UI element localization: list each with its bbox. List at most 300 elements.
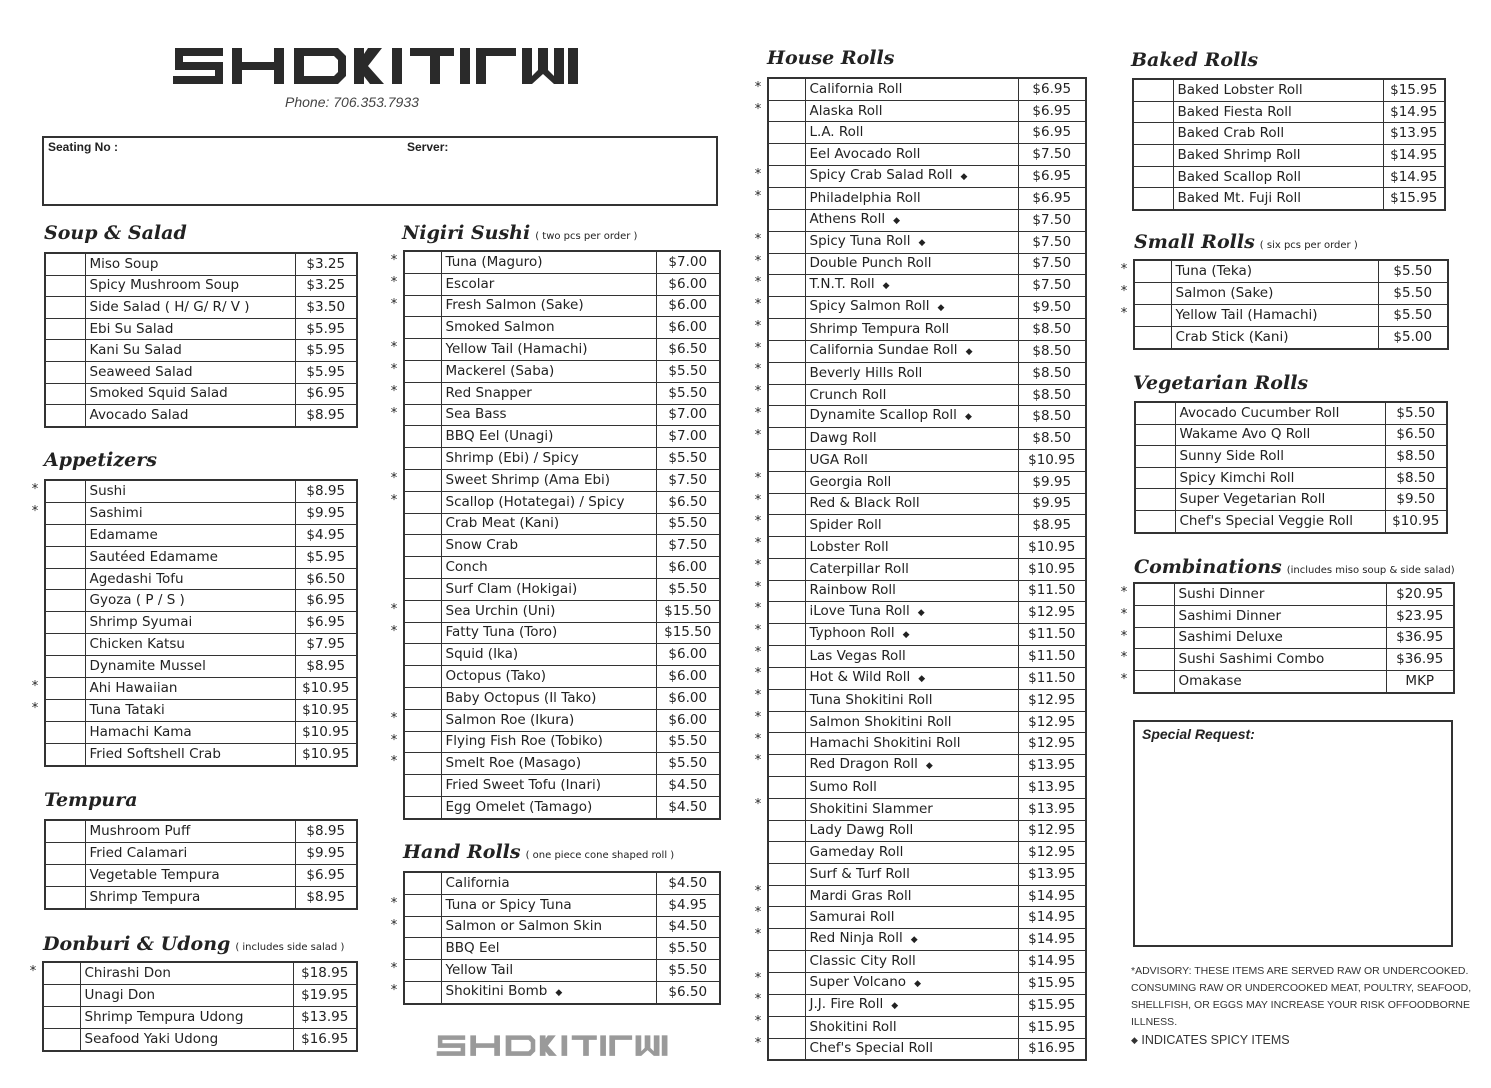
- quantity-cell[interactable]: [404, 709, 441, 731]
- item-name-text: Baby Octopus (Il Tako): [445, 689, 597, 706]
- section-title-donburi: Donburi & Udong ( includes side salad ): [43, 933, 345, 955]
- quantity-cell[interactable]: [43, 1007, 80, 1029]
- item-name: [441, 775, 656, 797]
- menu-row: [45, 340, 357, 362]
- item-name-text: Red Ninja Roll: [809, 930, 903, 947]
- quantity-cell[interactable]: [768, 100, 805, 122]
- quantity-cell[interactable]: [1133, 145, 1173, 167]
- item-price: $15.95: [1018, 972, 1086, 994]
- item-name-text: Yellow Tail (Hamachi): [1175, 307, 1318, 323]
- item-name: [1175, 402, 1385, 424]
- quantity-cell[interactable]: [1133, 79, 1173, 101]
- quantity-cell[interactable]: [45, 612, 85, 634]
- menu-row: [768, 428, 1086, 450]
- menu-row: [768, 297, 1086, 319]
- item-name-text: Seaweed Salad: [89, 363, 193, 380]
- quantity-cell[interactable]: [768, 515, 805, 537]
- quantity-cell[interactable]: [1134, 649, 1174, 671]
- item-name-text: Shokitini Roll: [809, 1018, 897, 1035]
- item-name: [85, 383, 295, 405]
- menu-row: [768, 580, 1086, 602]
- quantity-cell[interactable]: [768, 450, 805, 472]
- item-name-text: Surf & Turf Roll: [809, 865, 910, 882]
- item-name-text: Shrimp Tempura: [89, 889, 201, 905]
- quantity-cell[interactable]: [404, 960, 441, 982]
- menu-table: [1134, 401, 1448, 534]
- section-title-combinations: Combinations (includes miso soup & side salad): [1134, 556, 1455, 578]
- diamond-icon: ◆: [910, 935, 918, 946]
- diamond-icon: ◆: [893, 215, 900, 226]
- quantity-cell[interactable]: [768, 537, 805, 559]
- item-name-text: California: [445, 874, 510, 891]
- menu-table: [403, 250, 721, 820]
- menu-row: [768, 842, 1086, 864]
- item-price: $8.95: [295, 820, 357, 843]
- quantity-cell[interactable]: [1133, 166, 1173, 188]
- quantity-cell[interactable]: [768, 165, 805, 187]
- item-name: [805, 319, 1018, 341]
- quantity-cell[interactable]: [1133, 188, 1173, 210]
- quantity-cell[interactable]: [768, 493, 805, 515]
- quantity-cell[interactable]: [404, 622, 441, 644]
- item-price: $7.00: [656, 426, 720, 448]
- menu-row: [768, 406, 1086, 428]
- menu-row: [404, 491, 720, 513]
- item-name: [85, 297, 295, 319]
- quantity-cell[interactable]: [404, 644, 441, 666]
- item-name: [85, 612, 295, 634]
- quantity-cell[interactable]: [768, 842, 805, 864]
- asterisk-icon: *: [390, 274, 398, 290]
- quantity-cell[interactable]: [768, 929, 805, 951]
- quantity-cell[interactable]: [768, 297, 805, 319]
- item-price: $12.95: [1018, 689, 1086, 711]
- quantity-cell[interactable]: [404, 687, 441, 709]
- item-price: $5.95: [295, 361, 357, 383]
- diamond-icon: ◆: [1131, 1035, 1138, 1045]
- quantity-cell[interactable]: [768, 994, 805, 1016]
- quantity-cell[interactable]: [404, 491, 441, 513]
- item-price: $5.50: [656, 513, 720, 535]
- item-name: [85, 634, 295, 656]
- item-name: [805, 406, 1018, 428]
- menu-row: [45, 699, 357, 721]
- quantity-cell[interactable]: [45, 820, 85, 843]
- item-name-text: Egg Omelet (Tamago): [445, 798, 593, 815]
- item-name-text: Fried Calamari: [89, 845, 188, 861]
- quantity-cell[interactable]: [404, 295, 441, 317]
- quantity-cell[interactable]: [768, 558, 805, 580]
- asterisk-icon: *: [754, 883, 762, 899]
- item-price: $6.00: [656, 557, 720, 579]
- quantity-cell[interactable]: [768, 863, 805, 885]
- quantity-cell[interactable]: [404, 251, 441, 273]
- quantity-cell[interactable]: [404, 600, 441, 622]
- asterisk-icon: *: [754, 101, 762, 117]
- item-price: $5.00: [1378, 327, 1448, 350]
- quantity-cell[interactable]: [1135, 489, 1175, 511]
- quantity-cell[interactable]: [768, 711, 805, 733]
- quantity-cell[interactable]: [45, 656, 85, 678]
- quantity-cell[interactable]: [1135, 424, 1175, 446]
- menu-row: [1134, 605, 1454, 627]
- menu-row: [45, 405, 357, 427]
- quantity-cell[interactable]: [45, 634, 85, 656]
- diamond-icon: ◆: [918, 673, 926, 684]
- item-name: [441, 382, 656, 404]
- menu-row: [768, 275, 1086, 297]
- quantity-cell[interactable]: [768, 122, 805, 144]
- menu-row: [768, 209, 1086, 231]
- quantity-cell[interactable]: [404, 938, 441, 960]
- quantity-cell[interactable]: [768, 231, 805, 253]
- menu-row: [1134, 583, 1454, 605]
- menu-table: [1133, 582, 1455, 694]
- item-price: $13.95: [1018, 755, 1086, 777]
- menu-row: [404, 360, 720, 382]
- asterisk-icon: *: [754, 384, 762, 400]
- item-price: $9.95: [295, 843, 357, 865]
- menu-row: [1134, 627, 1454, 649]
- quantity-cell[interactable]: [1135, 446, 1175, 468]
- item-price: $4.95: [656, 894, 720, 916]
- quantity-cell[interactable]: [768, 667, 805, 689]
- item-name-text: Baked Scallop Roll: [1177, 168, 1301, 185]
- quantity-cell[interactable]: [45, 405, 85, 427]
- item-name-text: Chef's Special Roll: [809, 1040, 934, 1057]
- quantity-cell[interactable]: [45, 721, 85, 743]
- item-name-text: Sashimi Dinner: [1178, 607, 1281, 624]
- item-name: [441, 600, 656, 622]
- item-name-text: Sushi Dinner: [1178, 585, 1265, 602]
- item-name: [805, 187, 1018, 209]
- item-price: $10.95: [1018, 537, 1086, 559]
- item-name-text: Red Dragon Roll: [809, 756, 918, 773]
- quantity-cell[interactable]: [45, 887, 85, 910]
- quantity-cell[interactable]: [768, 885, 805, 907]
- quantity-cell[interactable]: [1135, 510, 1175, 532]
- item-name: [441, 513, 656, 535]
- item-price: $4.95: [295, 524, 357, 546]
- quantity-cell[interactable]: [1133, 123, 1173, 145]
- quantity-cell[interactable]: [43, 962, 80, 985]
- item-price: $5.50: [656, 448, 720, 470]
- item-name: [85, 743, 295, 765]
- item-price: $9.50: [1018, 297, 1086, 319]
- quantity-cell[interactable]: [768, 428, 805, 450]
- quantity-cell[interactable]: [45, 275, 85, 297]
- quantity-cell[interactable]: [404, 557, 441, 579]
- item-name-text: Surf Clam (Hokigai): [445, 580, 578, 597]
- quantity-cell[interactable]: [45, 590, 85, 612]
- quantity-cell[interactable]: [768, 341, 805, 363]
- quantity-cell[interactable]: [45, 568, 85, 590]
- item-name: [441, 753, 656, 775]
- quantity-cell[interactable]: [45, 743, 85, 765]
- quantity-cell[interactable]: [404, 317, 441, 339]
- item-price: $20.95: [1386, 583, 1454, 605]
- item-name-text: Baked Shrimp Roll: [1177, 146, 1301, 163]
- menu-row: [45, 612, 357, 634]
- quantity-cell[interactable]: [404, 382, 441, 404]
- item-price: $7.50: [1018, 275, 1086, 297]
- item-name: [805, 646, 1018, 668]
- asterisk-icon: *: [31, 503, 39, 519]
- quantity-cell[interactable]: [45, 865, 85, 887]
- item-name: [1173, 79, 1383, 101]
- quantity-cell[interactable]: [404, 796, 441, 818]
- menu-row: [404, 382, 720, 404]
- item-name: [805, 624, 1018, 646]
- quantity-cell[interactable]: [1134, 671, 1174, 693]
- quantity-cell[interactable]: [1134, 260, 1171, 283]
- item-name: [85, 502, 295, 524]
- quantity-cell[interactable]: [45, 340, 85, 362]
- item-name: [85, 656, 295, 678]
- item-name-text: Shokitini Bomb: [445, 982, 548, 999]
- asterisk-icon: *: [754, 709, 762, 725]
- asterisk-icon: *: [1120, 306, 1128, 321]
- quantity-cell[interactable]: [768, 1038, 805, 1060]
- item-name: [441, 796, 656, 818]
- item-price: $7.95: [295, 634, 357, 656]
- item-price: $5.50: [656, 753, 720, 775]
- menu-table: [403, 871, 721, 1005]
- quantity-cell[interactable]: [1134, 283, 1171, 305]
- item-name: [441, 535, 656, 557]
- item-price: $4.50: [656, 796, 720, 818]
- quantity-cell[interactable]: [768, 1016, 805, 1038]
- item-name: [441, 872, 656, 894]
- item-name: [805, 515, 1018, 537]
- quantity-cell[interactable]: [1134, 583, 1174, 605]
- item-price: $10.95: [295, 699, 357, 721]
- menu-row: [404, 339, 720, 361]
- item-price: $8.50: [1018, 319, 1086, 341]
- quantity-cell[interactable]: [45, 699, 85, 721]
- item-name: [805, 733, 1018, 755]
- quantity-cell[interactable]: [768, 777, 805, 799]
- quantity-cell[interactable]: [404, 731, 441, 753]
- menu-row: [404, 513, 720, 535]
- item-name-text: Spicy Kimchi Roll: [1179, 469, 1295, 486]
- quantity-cell[interactable]: [404, 513, 441, 535]
- diamond-icon: ◆: [555, 987, 563, 998]
- menu-row: [404, 295, 720, 317]
- item-name: [1173, 123, 1383, 145]
- item-name-text: Smelt Roe (Masago): [445, 755, 582, 772]
- item-name: [1171, 283, 1378, 305]
- menu-row: [768, 537, 1086, 559]
- quantity-cell[interactable]: [768, 253, 805, 275]
- item-name: [1173, 145, 1383, 167]
- quantity-cell[interactable]: [45, 361, 85, 383]
- quantity-cell[interactable]: [768, 733, 805, 755]
- item-name: [441, 687, 656, 709]
- quantity-cell[interactable]: [45, 480, 85, 502]
- item-name-text: iLove Tuna Roll: [809, 603, 910, 620]
- quantity-cell[interactable]: [768, 275, 805, 297]
- item-price: $13.95: [1018, 777, 1086, 799]
- item-name: [85, 253, 295, 275]
- quantity-cell[interactable]: [768, 689, 805, 711]
- quantity-cell[interactable]: [768, 471, 805, 493]
- item-name-text: Mushroom Puff: [89, 823, 191, 839]
- quantity-cell[interactable]: [1133, 101, 1173, 123]
- quantity-cell[interactable]: [1134, 605, 1174, 627]
- item-name-text: Tuna (Maguro): [445, 253, 543, 270]
- quantity-cell[interactable]: [768, 951, 805, 973]
- menu-row: [404, 600, 720, 622]
- quantity-cell[interactable]: [45, 546, 85, 568]
- menu-row: [768, 951, 1086, 973]
- menu-row: [768, 100, 1086, 122]
- quantity-cell[interactable]: [45, 383, 85, 405]
- quantity-cell[interactable]: [404, 981, 441, 1004]
- item-name-text: Scallop (Hotategai) / Spicy: [445, 493, 625, 510]
- asterisk-icon: *: [754, 253, 762, 269]
- quantity-cell[interactable]: [404, 360, 441, 382]
- menu-row: [768, 253, 1086, 275]
- item-name: [1173, 166, 1383, 188]
- item-price: $5.50: [656, 938, 720, 960]
- quantity-cell[interactable]: [1135, 467, 1175, 489]
- quantity-cell[interactable]: [768, 384, 805, 406]
- item-name-text: Avocado Salad: [89, 406, 189, 423]
- quantity-cell[interactable]: [1135, 402, 1175, 424]
- seating-server-box[interactable]: [42, 136, 718, 206]
- quantity-cell[interactable]: [45, 678, 85, 700]
- menu-row: [768, 885, 1086, 907]
- item-name-text: Smoked Salmon: [445, 319, 555, 336]
- menu-row: [45, 721, 357, 743]
- quantity-cell[interactable]: [768, 209, 805, 231]
- item-price: $5.95: [295, 318, 357, 340]
- quantity-cell[interactable]: [768, 187, 805, 209]
- quantity-cell[interactable]: [768, 602, 805, 624]
- item-name: [441, 709, 656, 731]
- item-name: [441, 273, 656, 295]
- asterisk-icon: *: [390, 471, 398, 486]
- diamond-icon: ◆: [918, 237, 926, 248]
- seating-label: Seating No :: [48, 140, 119, 154]
- quantity-cell[interactable]: [768, 755, 805, 777]
- menu-row: [404, 960, 720, 982]
- item-price: $8.95: [295, 656, 357, 678]
- quantity-cell[interactable]: [404, 426, 441, 448]
- quantity-cell[interactable]: [768, 646, 805, 668]
- quantity-cell[interactable]: [404, 894, 441, 916]
- quantity-cell[interactable]: [768, 624, 805, 646]
- quantity-cell[interactable]: [768, 972, 805, 994]
- quantity-cell[interactable]: [768, 820, 805, 842]
- quantity-cell[interactable]: [404, 469, 441, 491]
- shokitini-logo: [170, 40, 600, 90]
- item-name: [805, 450, 1018, 472]
- quantity-cell[interactable]: [404, 535, 441, 557]
- quantity-cell[interactable]: [1134, 627, 1174, 649]
- quantity-cell[interactable]: [404, 578, 441, 600]
- item-name: [805, 820, 1018, 842]
- quantity-cell[interactable]: [43, 985, 80, 1007]
- quantity-cell[interactable]: [404, 753, 441, 775]
- quantity-cell[interactable]: [768, 406, 805, 428]
- quantity-cell[interactable]: [404, 872, 441, 894]
- quantity-cell[interactable]: [768, 319, 805, 341]
- menu-row: [404, 426, 720, 448]
- item-name-text: Baked Fiesta Roll: [1177, 103, 1292, 120]
- item-name-text: Conch: [445, 559, 488, 576]
- quantity-cell[interactable]: [404, 666, 441, 688]
- menu-row: [404, 938, 720, 960]
- item-price: $8.95: [1018, 515, 1086, 537]
- item-name-text: Miso Soup: [89, 255, 159, 272]
- quantity-cell[interactable]: [45, 318, 85, 340]
- item-price: $6.95: [1018, 100, 1086, 122]
- item-price: $8.50: [1385, 446, 1447, 468]
- item-name-text: Crunch Roll: [809, 386, 887, 403]
- item-price: $5.50: [656, 360, 720, 382]
- item-name: [441, 960, 656, 982]
- item-name: [1174, 627, 1386, 649]
- quantity-cell[interactable]: [768, 907, 805, 929]
- quantity-cell[interactable]: [1134, 327, 1171, 350]
- menu-row: [1134, 283, 1448, 305]
- menu-row: [45, 656, 357, 678]
- item-price: $9.50: [1385, 489, 1447, 511]
- asterisk-icon: *: [754, 601, 762, 617]
- item-price: $19.95: [293, 985, 357, 1007]
- item-name: [1175, 467, 1385, 489]
- quantity-cell[interactable]: [768, 580, 805, 602]
- quantity-cell[interactable]: [404, 916, 441, 938]
- quantity-cell[interactable]: [45, 253, 85, 275]
- quantity-cell[interactable]: [404, 448, 441, 470]
- item-price: $5.50: [1378, 305, 1448, 327]
- quantity-cell[interactable]: [768, 798, 805, 820]
- quantity-cell[interactable]: [1134, 305, 1171, 327]
- item-price: $5.95: [295, 546, 357, 568]
- quantity-cell[interactable]: [404, 775, 441, 797]
- menu-row: [45, 568, 357, 590]
- quantity-cell[interactable]: [45, 843, 85, 865]
- item-name: [85, 678, 295, 700]
- quantity-cell[interactable]: [404, 339, 441, 361]
- quantity-cell[interactable]: [404, 273, 441, 295]
- advisory-note: *ADVISORY: THESE ITEMS ARE SERVED RAW OR UNDERCOOKED. CONSUMING RAW OR UNDERCOOKED MEAT, POULTRY, SEAFOOD, SHELLFISH, OR EGGS MAY INCREASE YOUR RISK OFFOODBORNE ILLNESS.: [1131, 965, 1472, 1028]
- quantity-cell[interactable]: [768, 144, 805, 166]
- special-request-box[interactable]: [1133, 720, 1453, 947]
- item-price: $36.95: [1386, 649, 1454, 671]
- menu-table: [44, 252, 358, 428]
- quantity-cell[interactable]: [768, 78, 805, 100]
- item-name: [441, 731, 656, 753]
- menu-row: [1133, 101, 1445, 123]
- menu-row: [768, 863, 1086, 885]
- quantity-cell[interactable]: [45, 524, 85, 546]
- item-name: [1173, 101, 1383, 123]
- quantity-cell[interactable]: [404, 404, 441, 426]
- menu-row: [768, 646, 1086, 668]
- menu-row: [404, 469, 720, 491]
- menu-row: [43, 962, 357, 985]
- quantity-cell[interactable]: [45, 502, 85, 524]
- quantity-cell[interactable]: [43, 1029, 80, 1052]
- item-price: $8.95: [295, 405, 357, 427]
- menu-row: [768, 777, 1086, 799]
- quantity-cell[interactable]: [45, 297, 85, 319]
- quantity-cell[interactable]: [768, 363, 805, 385]
